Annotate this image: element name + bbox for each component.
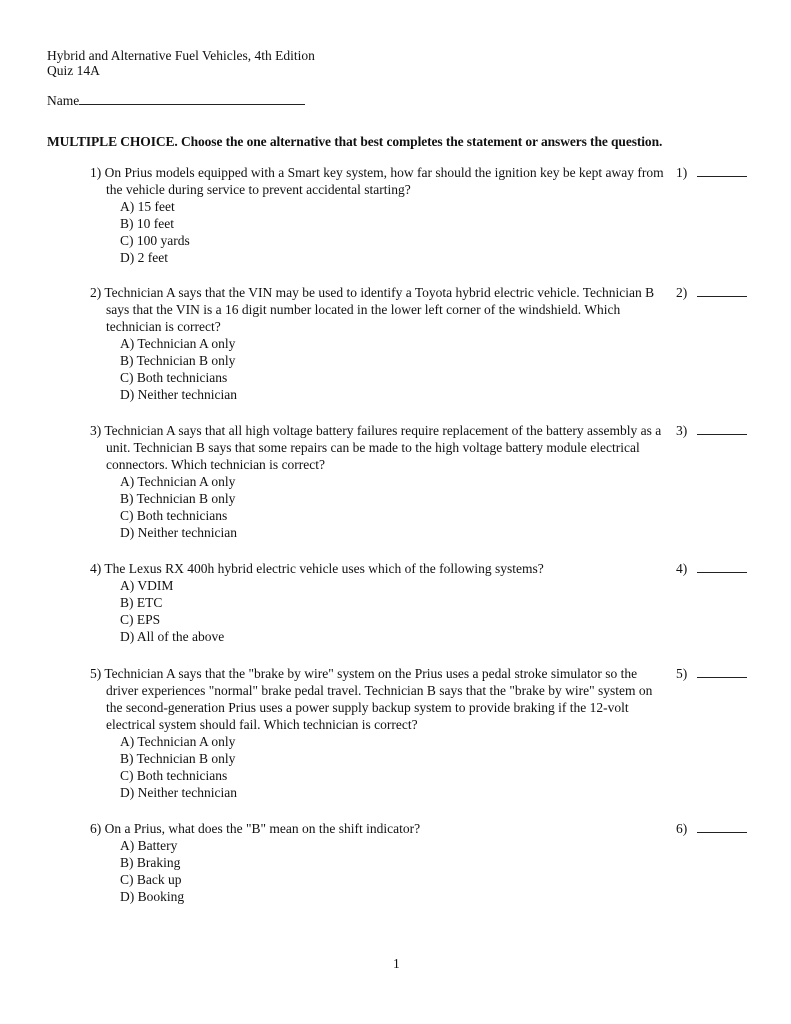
option-d: D) Neither technician: [120, 525, 237, 540]
answer-number: 2): [676, 285, 688, 300]
answer-number: 4): [676, 561, 688, 576]
page-number: 1: [393, 956, 400, 971]
name-label: Name: [47, 93, 80, 108]
option-c: C) Both technicians: [120, 370, 228, 385]
option-a: A) Technician A only: [120, 474, 236, 489]
answer-slot: [676, 284, 747, 301]
answer-blank-line: [697, 284, 747, 297]
answer-slot: [676, 422, 747, 439]
answer-slot: [676, 164, 747, 181]
option-b: B) Technician B only: [120, 491, 236, 506]
option-b: B) 10 feet: [120, 216, 174, 231]
option-a: A) Technician A only: [120, 734, 236, 749]
question-stem: 6) On a Prius, what does the "B" mean on the shift indicator?: [90, 821, 421, 836]
answer-number: 6): [676, 821, 688, 836]
answer-blank-line: [697, 665, 747, 678]
option-a: A) VDIM: [120, 578, 174, 593]
answer-blank-line: [697, 560, 747, 573]
answer-number: 3): [676, 423, 688, 438]
options-list: [90, 335, 760, 403]
option-b: B) Technician B only: [120, 751, 236, 766]
answer-blank-line: [697, 820, 747, 833]
options-list: [90, 837, 760, 905]
answer-number: 5): [676, 666, 688, 681]
question-stem: 1) On Prius models equipped with a Smart key system, how far should the ignition key be kept away from the vehicle during service to prevent accidental starting?: [90, 165, 664, 197]
option-a: A) 15 feet: [120, 199, 175, 214]
options-list: [90, 473, 760, 541]
question-3: [90, 422, 760, 541]
question-6: [90, 820, 760, 905]
section-instructions: MULTIPLE CHOICE. Choose the one alternative that best completes the statement or answers the question.: [47, 134, 663, 149]
options-list: [90, 198, 760, 266]
option-c: C) EPS: [120, 612, 161, 627]
question-stem: 2) Technician A says that the VIN may be used to identify a Toyota hybrid electric vehicle. Technician B says that the VIN is a 16 digit number located in the lower left corner of the windshield. Which technician is correct?: [90, 285, 655, 334]
options-list: [90, 577, 760, 645]
answer-blank-line: [697, 164, 747, 177]
name-field: [47, 92, 305, 109]
question-4: [90, 560, 760, 645]
question-stem: 3) Technician A says that all high voltage battery failures require replacement of the battery assembly as a unit. Technician B says that some repairs can be made to the high voltage battery module electrical connectors. Which technician is correct?: [90, 423, 662, 472]
option-b: B) ETC: [120, 595, 163, 610]
question-1: [90, 164, 760, 266]
answer-slot: [676, 665, 747, 682]
question-2: [90, 284, 760, 403]
answer-slot: [676, 820, 747, 837]
answer-number: 1): [676, 165, 688, 180]
option-c: C) 100 yards: [120, 233, 190, 248]
question-stem: 4) The Lexus RX 400h hybrid electric vehicle uses which of the following systems?: [90, 561, 544, 576]
options-list: [90, 733, 760, 801]
option-d: D) All of the above: [120, 629, 225, 644]
name-blank-line: [79, 92, 305, 105]
answer-blank-line: [697, 422, 747, 435]
option-c: C) Both technicians: [120, 768, 228, 783]
option-a: A) Technician A only: [120, 336, 236, 351]
quiz-title: Quiz 14A: [47, 63, 100, 78]
book-title: Hybrid and Alternative Fuel Vehicles, 4th Edition: [47, 48, 315, 63]
option-b: B) Braking: [120, 855, 181, 870]
option-d: D) Neither technician: [120, 785, 237, 800]
document-header: [47, 48, 315, 78]
option-d: D) Booking: [120, 889, 185, 904]
option-c: C) Both technicians: [120, 508, 228, 523]
option-b: B) Technician B only: [120, 353, 236, 368]
question-5: [90, 665, 760, 801]
question-stem: 5) Technician A says that the "brake by wire" system on the Prius uses a pedal stroke simulator so the driver experiences "normal" brake pedal travel. Technician B says that the "brake by wire" system on the second-generation Prius uses a power supply backup system to provide braking if the 12-volt electrical system should fail. Which technician is correct?: [90, 666, 653, 732]
answer-slot: [676, 560, 747, 577]
option-d: D) Neither technician: [120, 387, 237, 402]
option-c: C) Back up: [120, 872, 182, 887]
option-a: A) Battery: [120, 838, 178, 853]
option-d: D) 2 feet: [120, 250, 168, 265]
